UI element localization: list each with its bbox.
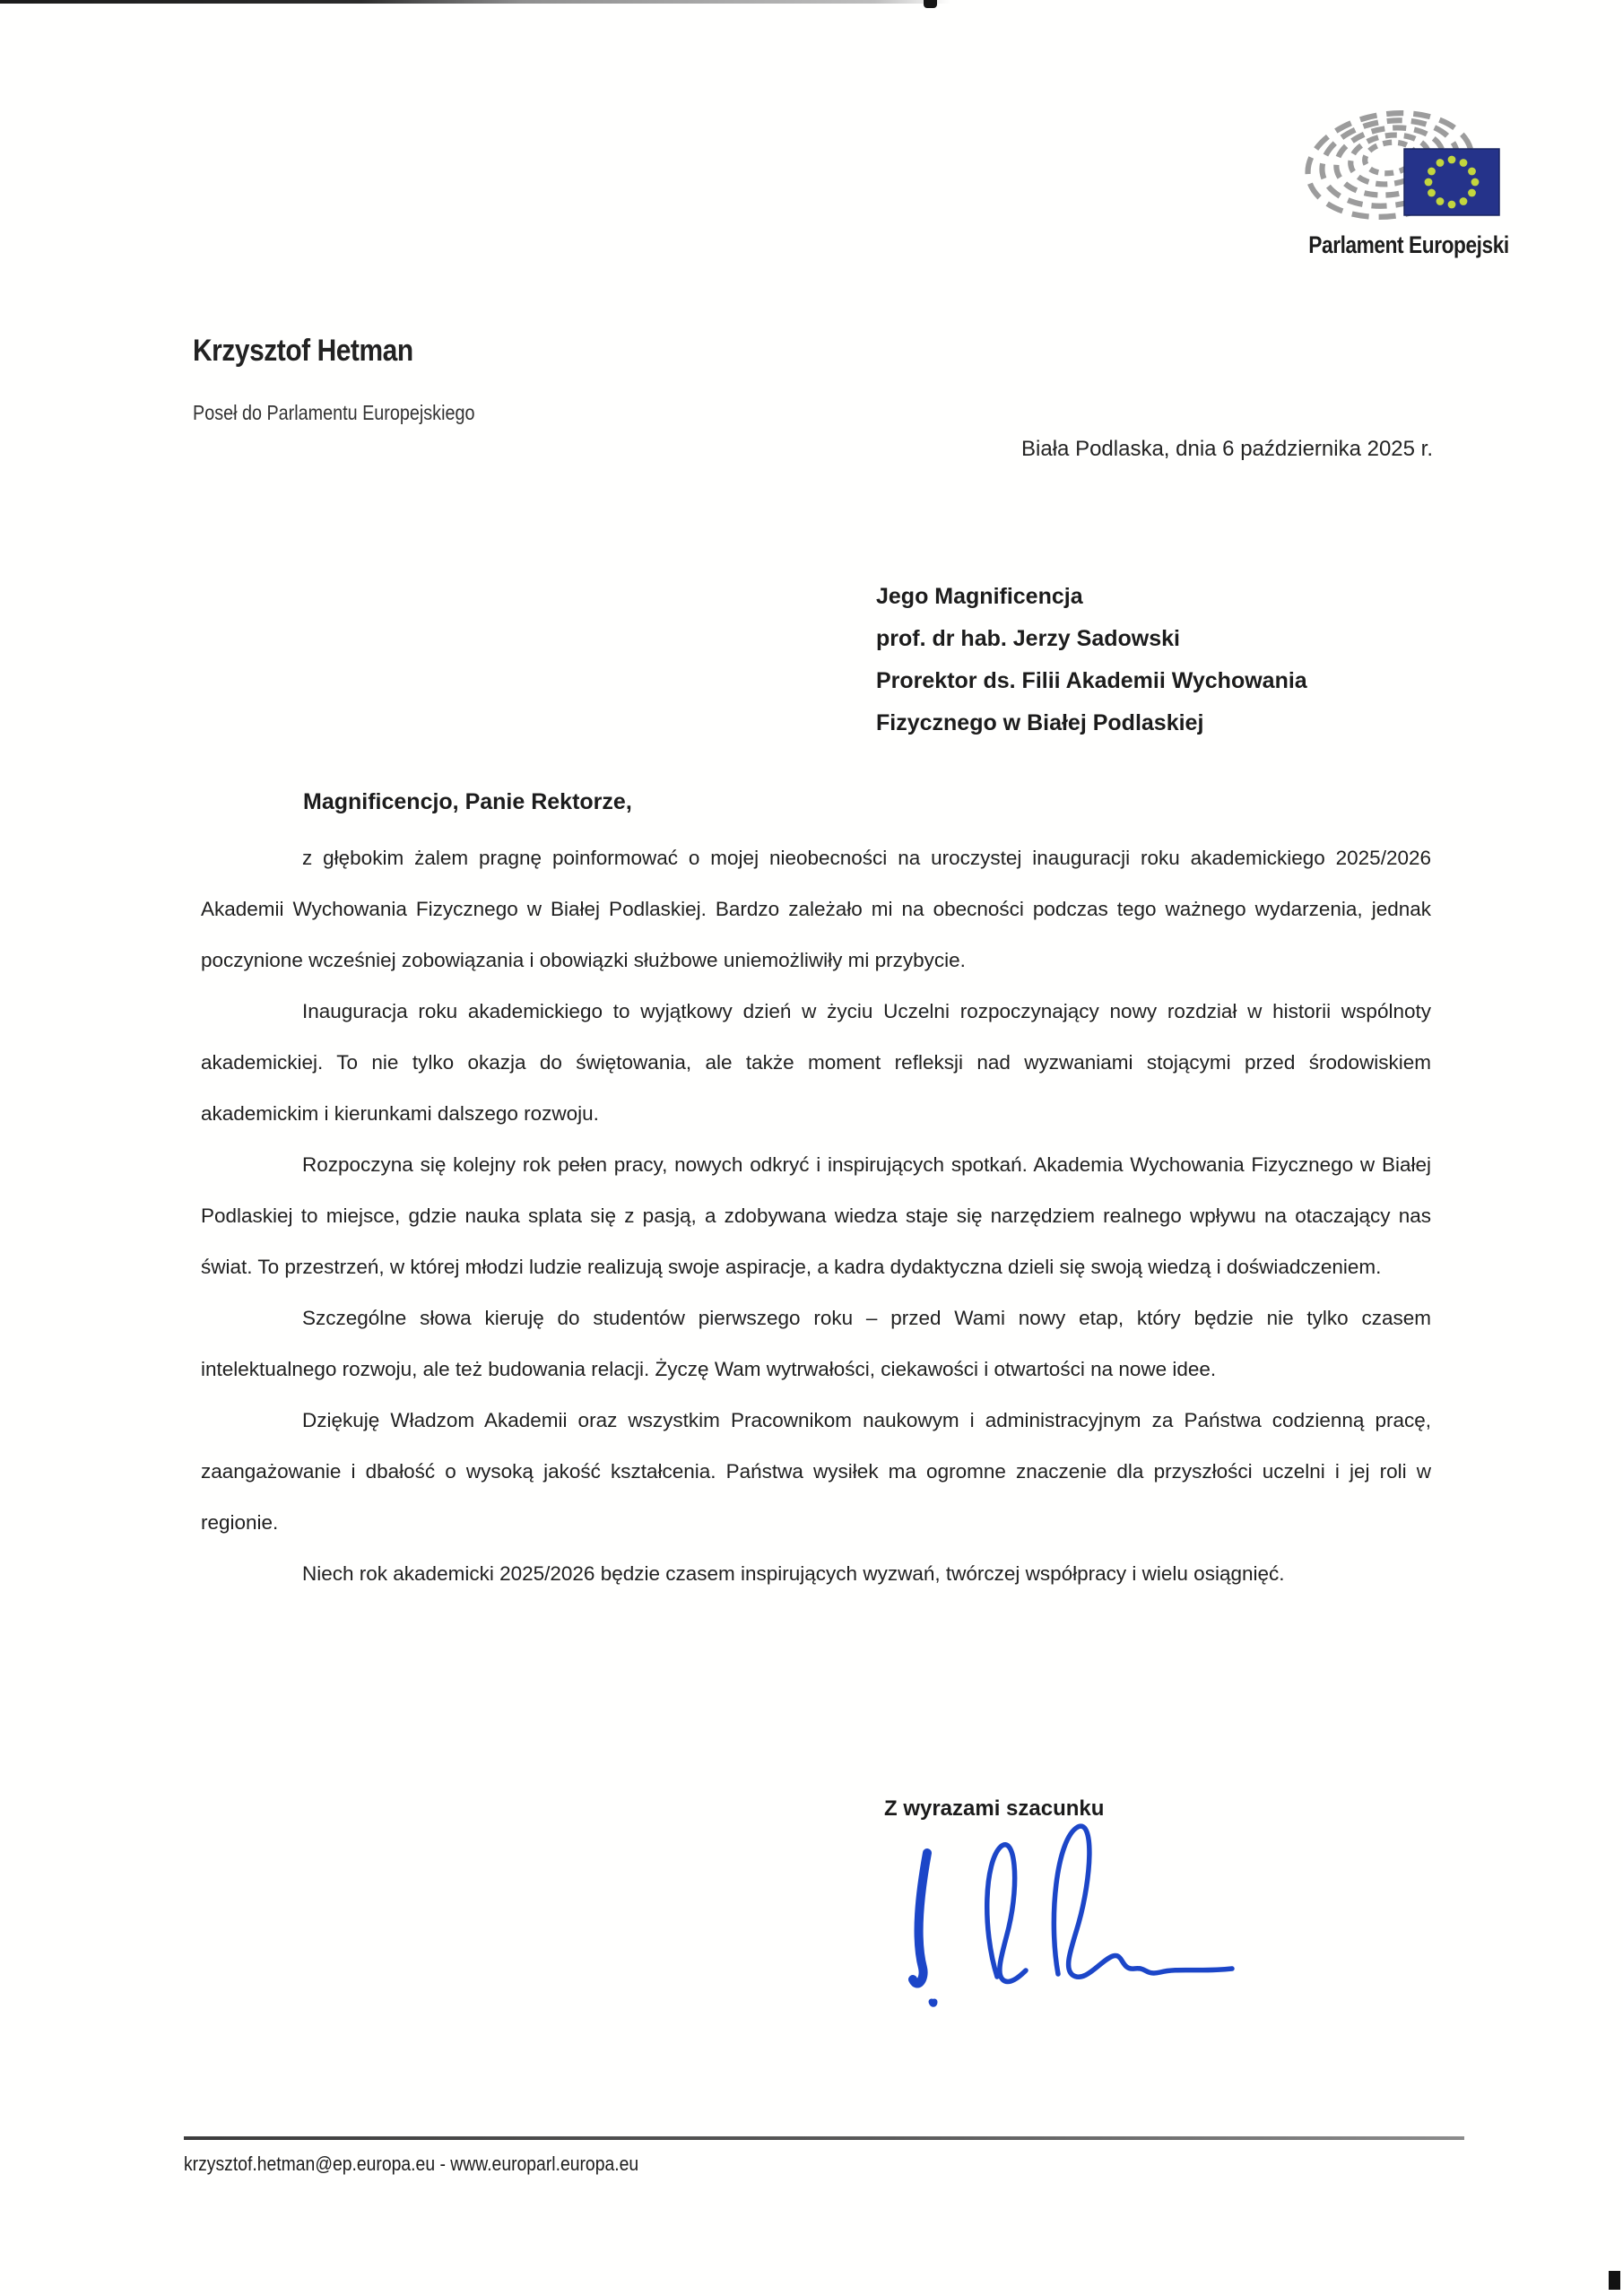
sender-name: Krzysztof Hetman	[193, 334, 413, 368]
addressee-line: Fizycznego w Białej Podlaskiej	[876, 710, 1204, 735]
addressee-line: Prorektor ds. Filii Akademii Wychowania	[876, 668, 1307, 693]
handwritten-signature	[881, 1783, 1266, 2052]
addressee-line: Jego Magnificencja	[876, 584, 1083, 609]
body-paragraph: Szczególne słowa kieruję do studentów pierwszego roku – przed Wami nowy etap, który będzie nie tylko czasem intelektualnego rozwoju, ale też budowania relacji. Życzę Wam wytrwałości, ciekawości i otwartości na nowe idee.	[201, 1307, 1431, 1380]
addressee-line: prof. dr hab. Jerzy Sadowski	[876, 626, 1180, 651]
hemicycle-eu-flag-icon	[1289, 93, 1514, 230]
body-paragraph: Dziękuję Władzom Akademii oraz wszystkim Pracownikom naukowym i administracyjnym za Państwa codzienną pracę, zaangażowanie i dbałość o wysoką jakość kształcenia. Państwa wysiłek ma ogromne znaczenie dla przyszłości uczelni i jej roli w regionie.	[201, 1409, 1431, 1534]
european-parliament-logo	[1289, 93, 1514, 259]
footer-contact: krzysztof.hetman@ep.europa.eu - www.europarl.europa.eu	[184, 2152, 639, 2175]
closing-phrase: Z wyrazami szacunku	[884, 1796, 1105, 1821]
salutation: Magnificencjo, Panie Rektorze,	[303, 789, 632, 814]
footer-divider	[184, 2136, 1464, 2140]
body-paragraph: z głębokim żalem pragnę poinformować o mojej nieobecności na uroczystej inauguracji roku akademickiego 2025/2026 Akademii Wychowania Fizycznego w Białej Podlaskiej. Bardzo zależało mi na obecności podczas tego ważnego wydarzenia, jednak poczynione wcześniej zobowiązania i obowiązki służbowe uniemożliwiły mi przybycie.	[201, 847, 1431, 971]
sender-title: Poseł do Parlamentu Europejskiego	[193, 401, 475, 424]
letter-body	[201, 832, 1431, 1599]
scan-artifact-top-line	[0, 0, 950, 4]
scan-artifact-corner-mark	[1609, 2271, 1620, 2290]
body-paragraph: Rozpoczyna się kolejny rok pełen pracy, nowych odkryć i inspirujących spotkań. Akademia Wychowania Fizycznego w Białej Podlaskiej to miejsce, gdzie nauka splata się z pasją, a zdobywana wiedza staje się narzędziem realnego wpływu na otaczający nas świat. To przestrzeń, w której młodzi ludzie realizują swoje aspiracje, a kadra dydaktyczna dzieli się swoją wiedzą i doświadczeniem.	[201, 1153, 1431, 1278]
body-paragraph: Niech rok akademicki 2025/2026 będzie czasem inspirujących wyzwań, twórczej współpracy i wielu osiągnięć.	[302, 1562, 1285, 1585]
dateline: Biała Podlaska, dnia 6 października 2025 r.	[1021, 437, 1433, 461]
addressee-block	[876, 576, 1307, 744]
logo-caption: Parlament Europejski	[1308, 231, 1509, 258]
sender-block	[193, 334, 521, 425]
scan-artifact-top-blob	[924, 0, 937, 8]
body-paragraph: Inauguracja roku akademickiego to wyjątkowy dzień w życiu Uczelni rozpoczynający nowy rozdział w historii wspólnoty akademickiej. To nie tylko okazja do świętowania, ale także moment refleksji nad wyzwaniami stojącymi przed środowiskiem akademickim i kierunkami dalszego rozwoju.	[201, 1000, 1431, 1125]
